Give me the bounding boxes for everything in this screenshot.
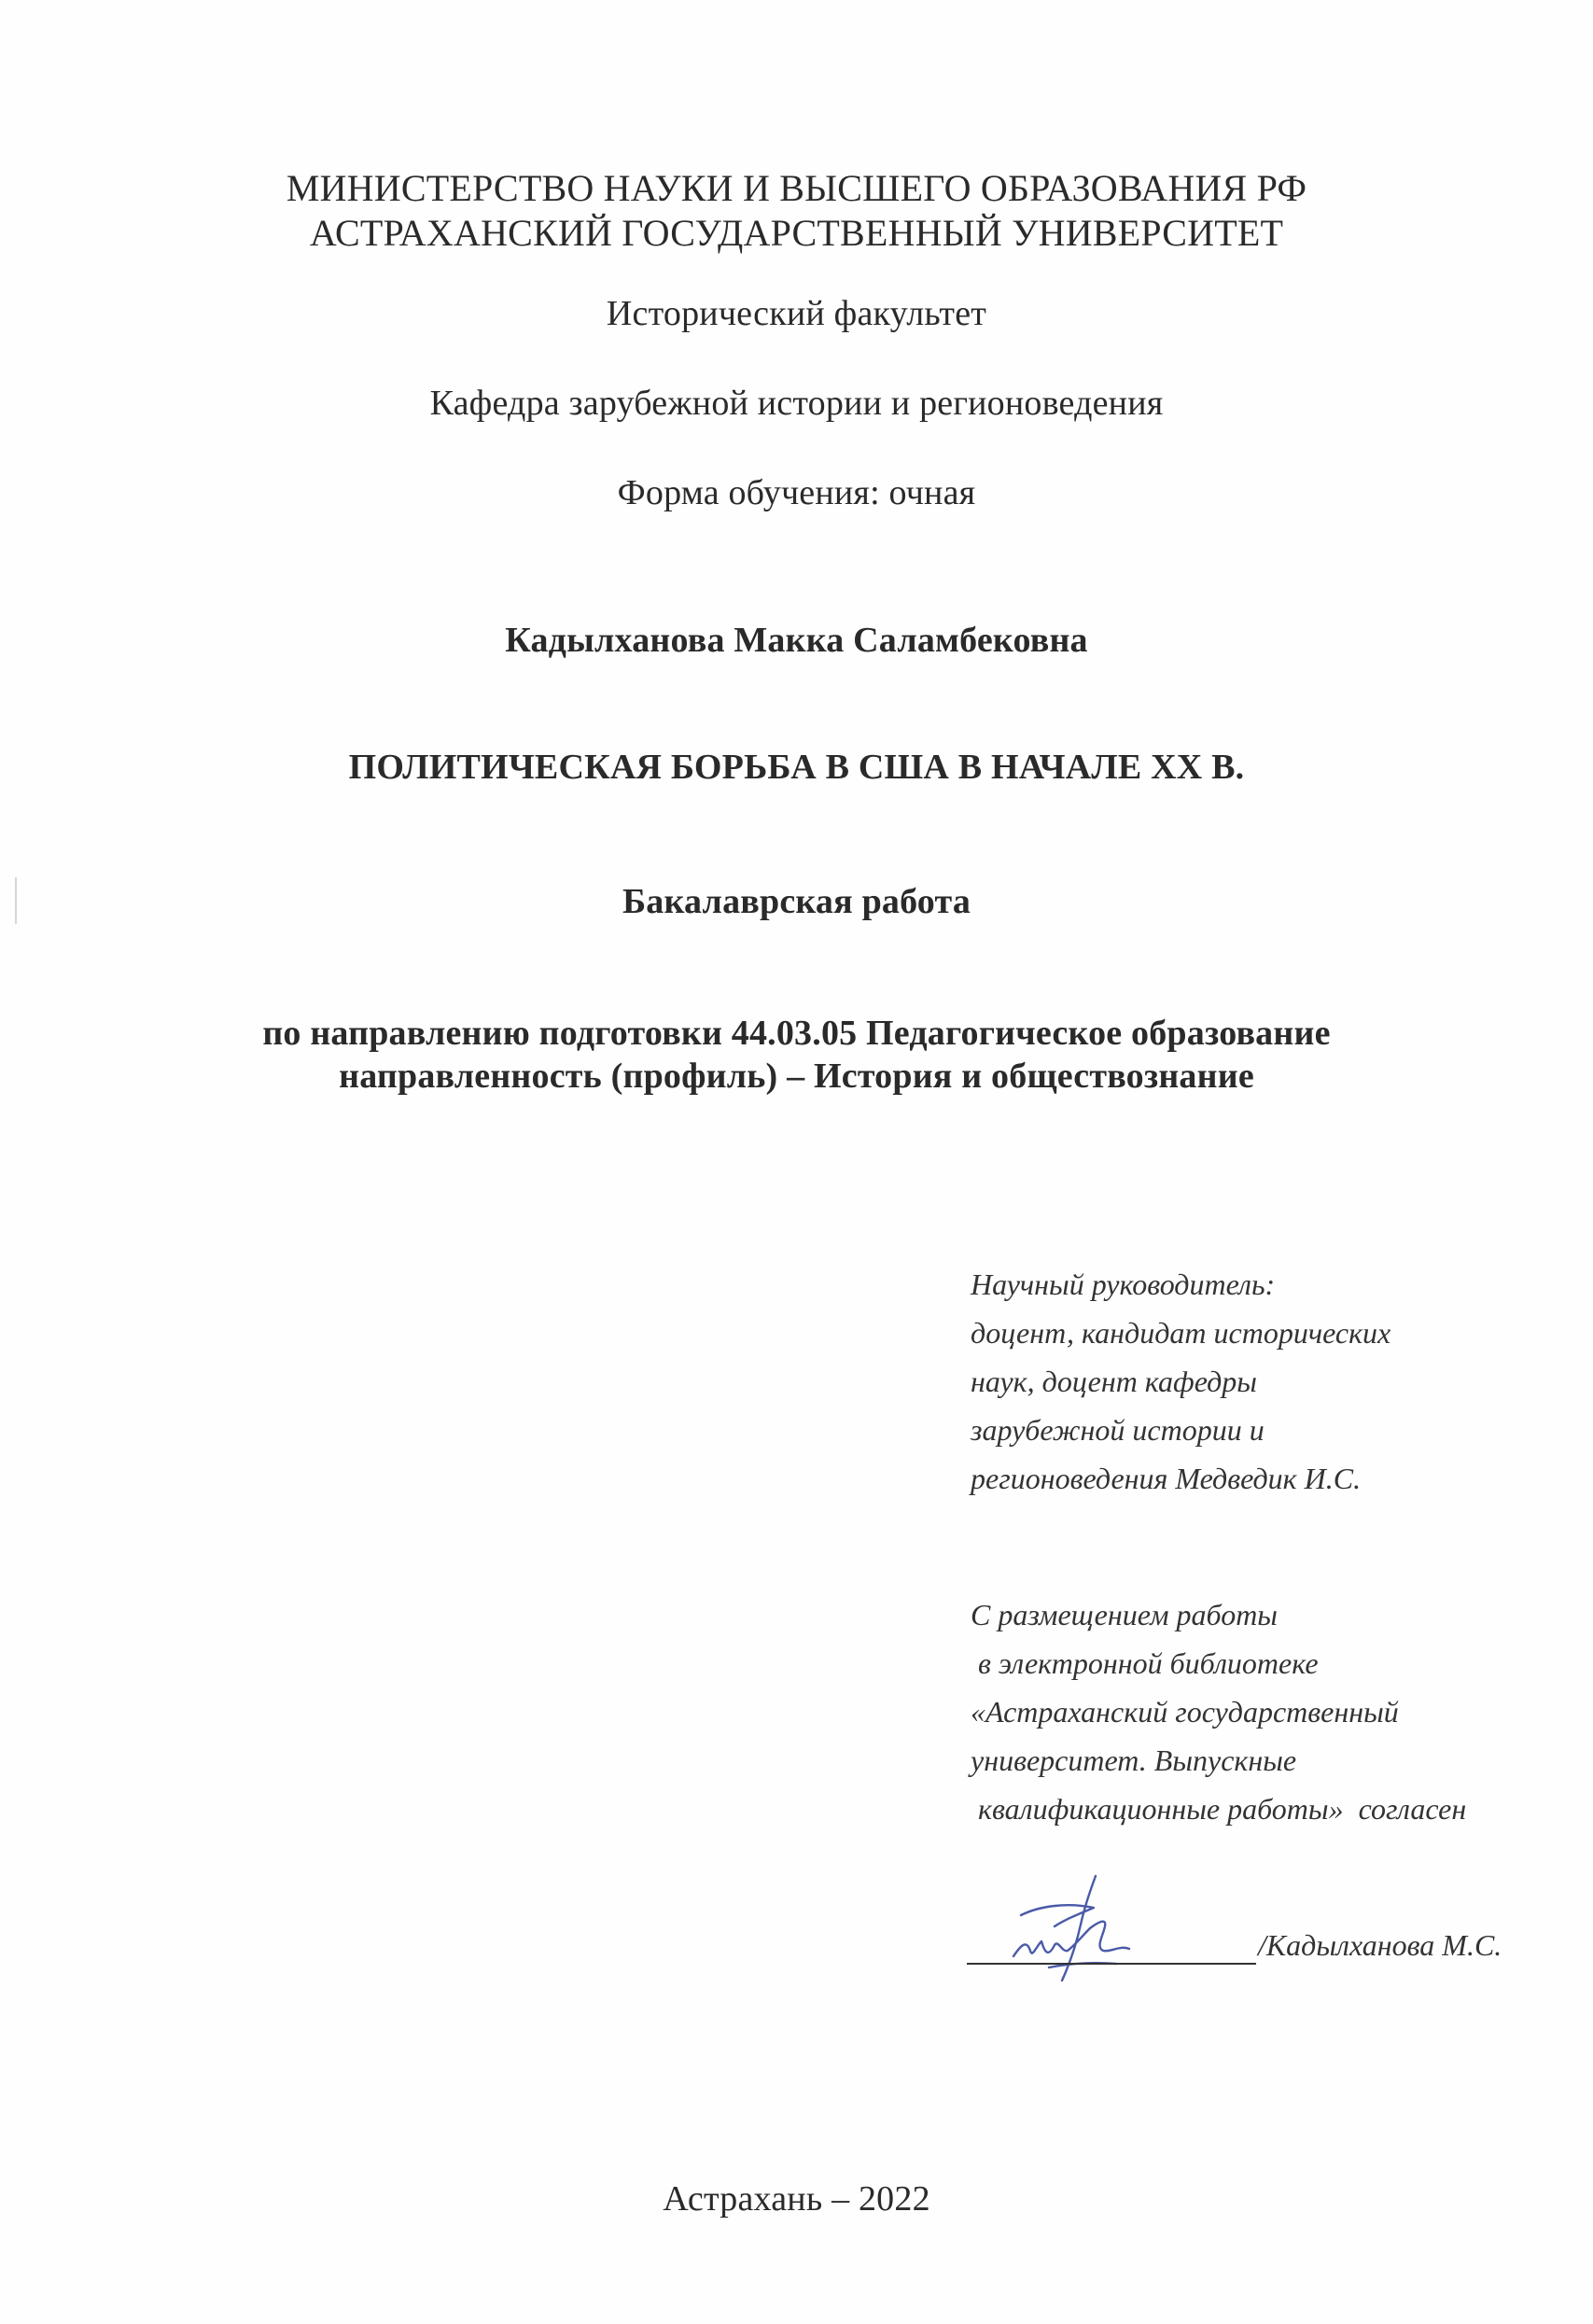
consent-block (971, 1590, 1568, 1833)
signer-name: /Кадылханова М.С. (1258, 1928, 1502, 1962)
author-name: Кадылханова Макка Саламбековна (505, 621, 1088, 660)
consent-line: университет. Выпускные (971, 1743, 1297, 1777)
place-and-year: Астрахань – 2022 (663, 2179, 930, 2219)
study-direction (0, 1013, 1593, 1098)
work-type: Бакалаврская работа (622, 882, 971, 921)
thesis-title: ПОЛИТИЧЕСКАЯ БОРЬБА В США В НАЧАЛЕ XX В. (348, 748, 1245, 787)
consent-line: «Астраханский государственный (971, 1695, 1399, 1729)
consent-line: квалификационные работы» согласен (971, 1792, 1467, 1826)
department-name: Кафедра зарубежной истории и регионоведения (429, 384, 1164, 423)
supervisor-line: наук, доцент кафедры (971, 1365, 1257, 1398)
supervisor-line: регионоведения Медведик И.С. (971, 1462, 1362, 1495)
institution-header (0, 166, 1593, 256)
handwritten-signature (993, 1870, 1180, 1992)
consent-line: С размещением работы (971, 1598, 1278, 1631)
university-name: АСТРАХАНСКИЙ ГОСУДАРСТВЕННЫЙ УНИВЕРСИТЕТ (309, 212, 1284, 254)
signature-line (967, 1963, 1256, 1965)
consent-line: в электронной библиотеке (971, 1646, 1319, 1680)
faculty-name: Исторический факультет (606, 294, 987, 333)
signature-row (967, 1910, 1573, 1984)
direction-line-2: направленность (профиль) – История и обществознание (339, 1056, 1254, 1096)
supervisor-line: зарубежной истории и (971, 1413, 1265, 1447)
supervisor-line: доцент, кандидат исторических (971, 1316, 1391, 1350)
direction-line-1: по направлению подготовки 44.03.05 Педагогическое образование (262, 1014, 1331, 1053)
ministry-name: МИНИСТЕРСТВО НАУКИ И ВЫСШЕГО ОБРАЗОВАНИЯ РФ (286, 167, 1307, 209)
supervisor-block (971, 1260, 1568, 1503)
supervisor-line: Научный руководитель: (971, 1267, 1276, 1301)
study-form: Форма обучения: очная (617, 473, 976, 512)
